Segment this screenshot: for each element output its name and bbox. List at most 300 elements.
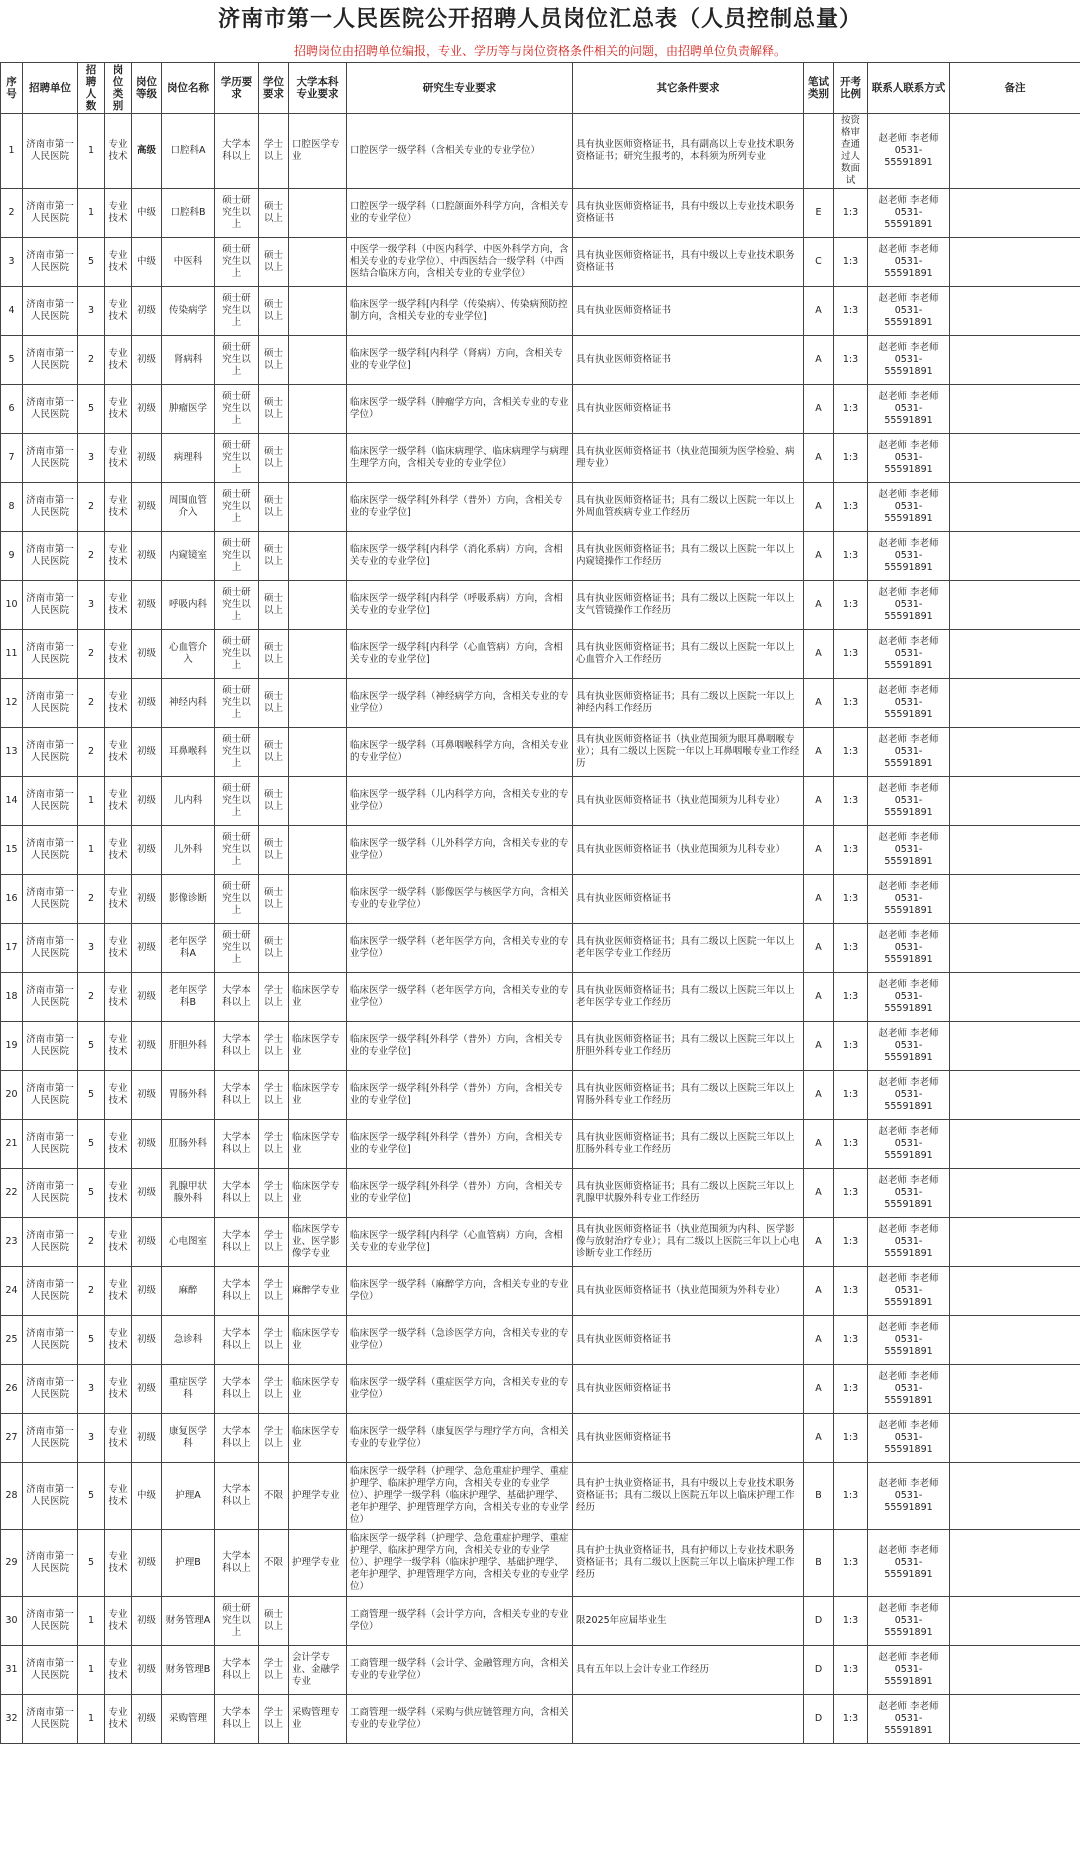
- cell-note: [950, 973, 1080, 1022]
- cell-unit: 济南市第一人民医院: [23, 434, 78, 483]
- cell-category: 专业技术: [105, 1267, 132, 1316]
- cell-num: 2: [78, 973, 105, 1022]
- cell-ratio: 1:3: [834, 532, 868, 581]
- table-row: [1, 777, 1080, 826]
- cell-no: 28: [1, 1463, 23, 1530]
- cell-contact: 赵老师 李老师 0531-55591891: [868, 1022, 950, 1071]
- cell-unit: 济南市第一人民医院: [23, 189, 78, 238]
- cell-post-name: 传染病学: [162, 287, 215, 336]
- cell-other-conditions: 具有执业医师资格证书；具有二级以上医院一年以上老年医学专业工作经历: [573, 924, 804, 973]
- cell-postgrad-major: 临床医学一级学科（肿瘤学方向，含相关专业的专业学位）: [347, 385, 573, 434]
- cell-unit: 济南市第一人民医院: [23, 875, 78, 924]
- cell-postgrad-major: 临床医学一级学科[内科学（呼吸系病）方向，含相关专业的专业学位]: [347, 581, 573, 630]
- col-header-exam-type: 笔试类别: [804, 63, 834, 114]
- cell-post-name: 乳腺甲状腺外科: [162, 1169, 215, 1218]
- cell-contact: 赵老师 李老师 0531-55591891: [868, 1218, 950, 1267]
- cell-undergrad-major: [289, 679, 347, 728]
- table-row: [1, 434, 1080, 483]
- cell-level: 初级: [132, 1169, 162, 1218]
- table-row: [1, 336, 1080, 385]
- cell-degree: 硕士以上: [259, 287, 289, 336]
- cell-num: 2: [78, 483, 105, 532]
- cell-level: 初级: [132, 728, 162, 777]
- cell-post-name: 急诊科: [162, 1316, 215, 1365]
- cell-no: 11: [1, 630, 23, 679]
- cell-no: 3: [1, 238, 23, 287]
- cell-unit: 济南市第一人民医院: [23, 287, 78, 336]
- cell-note: [950, 679, 1080, 728]
- cell-undergrad-major: 临床医学专业: [289, 1365, 347, 1414]
- cell-exam-type: A: [804, 483, 834, 532]
- cell-post-name: 肿瘤医学: [162, 385, 215, 434]
- cell-other-conditions: 具有执业医师资格证书（执业范围须为儿科专业）: [573, 826, 804, 875]
- cell-other-conditions: 具有执业医师资格证书；具有二级以上医院一年以上外周血管疾病专业工作经历: [573, 483, 804, 532]
- cell-contact: 赵老师 李老师 0531-55591891: [868, 189, 950, 238]
- cell-unit: 济南市第一人民医院: [23, 1169, 78, 1218]
- cell-post-name: 护理B: [162, 1530, 215, 1597]
- cell-post-name: 重症医学科: [162, 1365, 215, 1414]
- cell-note: [950, 924, 1080, 973]
- cell-ratio: 1:3: [834, 1597, 868, 1646]
- cell-other-conditions: 具有执业医师资格证书: [573, 1365, 804, 1414]
- cell-postgrad-major: 临床医学一级学科（急诊医学方向，含相关专业的专业学位）: [347, 1316, 573, 1365]
- table-row: [1, 1463, 1080, 1530]
- cell-ratio: 1:3: [834, 336, 868, 385]
- cell-undergrad-major: 临床医学专业: [289, 1071, 347, 1120]
- cell-unit: 济南市第一人民医院: [23, 924, 78, 973]
- cell-post-name: 儿内科: [162, 777, 215, 826]
- cell-contact: 赵老师 李老师 0531-55591891: [868, 1267, 950, 1316]
- cell-category: 专业技术: [105, 532, 132, 581]
- cell-category: 专业技术: [105, 1646, 132, 1695]
- cell-undergrad-major: [289, 532, 347, 581]
- cell-unit: 济南市第一人民医院: [23, 1646, 78, 1695]
- cell-no: 31: [1, 1646, 23, 1695]
- cell-education: 硕士研究生以上: [215, 875, 259, 924]
- cell-postgrad-major: 临床医学一级学科（临床病理学、临床病理学与病理生理学方向，含相关专业的专业学位）: [347, 434, 573, 483]
- cell-category: 专业技术: [105, 581, 132, 630]
- cell-contact: 赵老师 李老师 0531-55591891: [868, 114, 950, 189]
- cell-postgrad-major: 工商管理一级学科（采购与供应链管理方向，含相关专业的专业学位）: [347, 1695, 573, 1744]
- cell-postgrad-major: 临床医学一级学科[外科学（普外）方向，含相关专业的专业学位]: [347, 1071, 573, 1120]
- cell-num: 2: [78, 679, 105, 728]
- cell-note: [950, 1218, 1080, 1267]
- cell-category: 专业技术: [105, 1022, 132, 1071]
- cell-no: 17: [1, 924, 23, 973]
- table-row: [1, 1365, 1080, 1414]
- cell-postgrad-major: 临床医学一级学科[外科学（普外）方向，含相关专业的专业学位]: [347, 1120, 573, 1169]
- cell-education: 硕士研究生以上: [215, 287, 259, 336]
- cell-unit: 济南市第一人民医院: [23, 630, 78, 679]
- cell-level: 初级: [132, 1646, 162, 1695]
- cell-no: 14: [1, 777, 23, 826]
- cell-undergrad-major: [289, 875, 347, 924]
- cell-exam-type: A: [804, 1022, 834, 1071]
- cell-no: 24: [1, 1267, 23, 1316]
- cell-other-conditions: 具有执业医师资格证书；具有二级以上医院三年以上肛肠外科专业工作经历: [573, 1120, 804, 1169]
- table-row: [1, 1530, 1080, 1597]
- cell-other-conditions: 具有执业医师资格证书: [573, 875, 804, 924]
- cell-degree: 硕士以上: [259, 826, 289, 875]
- cell-note: [950, 1365, 1080, 1414]
- cell-contact: 赵老师 李老师 0531-55591891: [868, 728, 950, 777]
- cell-post-name: 病理科: [162, 434, 215, 483]
- cell-num: 1: [78, 777, 105, 826]
- cell-level: 初级: [132, 1316, 162, 1365]
- cell-level: 高级: [132, 114, 162, 189]
- cell-exam-type: A: [804, 1071, 834, 1120]
- cell-level: 初级: [132, 581, 162, 630]
- cell-no: 5: [1, 336, 23, 385]
- cell-unit: 济南市第一人民医院: [23, 826, 78, 875]
- cell-note: [950, 1316, 1080, 1365]
- cell-ratio: 1:3: [834, 777, 868, 826]
- cell-degree: 不限: [259, 1463, 289, 1530]
- cell-level: 初级: [132, 875, 162, 924]
- cell-ratio: 1:3: [834, 826, 868, 875]
- cell-num: 2: [78, 630, 105, 679]
- cell-num: 1: [78, 189, 105, 238]
- cell-other-conditions: 具有执业医师资格证书；具有二级以上医院一年以上支气管镜操作工作经历: [573, 581, 804, 630]
- col-header-level: 岗位等级: [132, 63, 162, 114]
- col-header-unit: 招聘单位: [23, 63, 78, 114]
- cell-undergrad-major: 临床医学专业: [289, 1316, 347, 1365]
- table-row: [1, 1218, 1080, 1267]
- cell-other-conditions: 具有护士执业资格证书，具有护师以上专业技术职务资格证书；具有二级以上医院三年以上临床护理工作经历: [573, 1530, 804, 1597]
- cell-degree: 硕士以上: [259, 679, 289, 728]
- cell-note: [950, 532, 1080, 581]
- cell-postgrad-major: 临床医学一级学科（儿内科学方向，含相关专业的专业学位）: [347, 777, 573, 826]
- cell-degree: 硕士以上: [259, 532, 289, 581]
- cell-exam-type: A: [804, 875, 834, 924]
- table-row: [1, 1414, 1080, 1463]
- cell-ratio: 1:3: [834, 1646, 868, 1695]
- table-row: [1, 581, 1080, 630]
- cell-degree: 硕士以上: [259, 385, 289, 434]
- cell-level: 初级: [132, 483, 162, 532]
- cell-postgrad-major: 临床医学一级学科[外科学（普外）方向，含相关专业的专业学位]: [347, 1022, 573, 1071]
- cell-education: 大学本科以上: [215, 1267, 259, 1316]
- cell-unit: 济南市第一人民医院: [23, 581, 78, 630]
- cell-note: [950, 1597, 1080, 1646]
- table-row: [1, 1695, 1080, 1744]
- cell-postgrad-major: 临床医学一级学科（影像医学与核医学方向，含相关专业的专业学位）: [347, 875, 573, 924]
- col-header-note: 备注: [950, 63, 1080, 114]
- cell-num: 1: [78, 826, 105, 875]
- cell-num: 5: [78, 385, 105, 434]
- cell-degree: 学士以上: [259, 1414, 289, 1463]
- cell-level: 初级: [132, 1022, 162, 1071]
- cell-category: 专业技术: [105, 385, 132, 434]
- cell-post-name: 口腔科A: [162, 114, 215, 189]
- cell-education: 大学本科以上: [215, 1120, 259, 1169]
- cell-education: 硕士研究生以上: [215, 924, 259, 973]
- cell-category: 专业技术: [105, 973, 132, 1022]
- cell-category: 专业技术: [105, 1597, 132, 1646]
- cell-level: 中级: [132, 189, 162, 238]
- cell-education: 大学本科以上: [215, 1365, 259, 1414]
- cell-exam-type: A: [804, 532, 834, 581]
- cell-postgrad-major: 临床医学一级学科（护理学、急危重症护理学、重症护理学、临床护理学方向，含相关专业的专业学位）、护理学一级学科（临床护理学、基础护理学、老年护理学、护理管理学方向，含相关专业的专业学位）: [347, 1530, 573, 1597]
- cell-category: 专业技术: [105, 826, 132, 875]
- cell-num: 2: [78, 875, 105, 924]
- cell-level: 初级: [132, 532, 162, 581]
- cell-degree: 学士以上: [259, 1169, 289, 1218]
- cell-exam-type: A: [804, 1218, 834, 1267]
- cell-num: 3: [78, 434, 105, 483]
- cell-ratio: 1:3: [834, 1414, 868, 1463]
- cell-note: [950, 1169, 1080, 1218]
- cell-contact: 赵老师 李老师 0531-55591891: [868, 924, 950, 973]
- cell-exam-type: A: [804, 679, 834, 728]
- cell-ratio: 1:3: [834, 924, 868, 973]
- cell-ratio: 1:3: [834, 1530, 868, 1597]
- cell-post-name: 肝胆外科: [162, 1022, 215, 1071]
- table-row: [1, 1169, 1080, 1218]
- cell-other-conditions: 具有五年以上会计专业工作经历: [573, 1646, 804, 1695]
- cell-degree: 学士以上: [259, 1218, 289, 1267]
- cell-num: 3: [78, 1414, 105, 1463]
- table-row: [1, 826, 1080, 875]
- cell-level: 初级: [132, 434, 162, 483]
- cell-other-conditions: 具有执业医师资格证书: [573, 1414, 804, 1463]
- cell-undergrad-major: 临床医学专业: [289, 1022, 347, 1071]
- cell-note: [950, 434, 1080, 483]
- cell-contact: 赵老师 李老师 0531-55591891: [868, 287, 950, 336]
- cell-ratio: 1:3: [834, 1218, 868, 1267]
- cell-num: 5: [78, 1463, 105, 1530]
- cell-degree: 硕士以上: [259, 728, 289, 777]
- cell-no: 29: [1, 1530, 23, 1597]
- cell-ratio: 1:3: [834, 1695, 868, 1744]
- cell-level: 初级: [132, 1120, 162, 1169]
- table-row: [1, 483, 1080, 532]
- cell-level: 初级: [132, 1414, 162, 1463]
- page-subtitle: 招聘岗位由招聘单位编报，专业、学历等与岗位资格条件相关的问题，由招聘单位负责解释。: [293, 44, 786, 58]
- col-header-postgrad-major: 研究生专业要求: [347, 63, 573, 114]
- cell-num: 2: [78, 1267, 105, 1316]
- cell-undergrad-major: 护理学专业: [289, 1463, 347, 1530]
- cell-unit: 济南市第一人民医院: [23, 1597, 78, 1646]
- cell-post-name: 神经内科: [162, 679, 215, 728]
- cell-note: [950, 287, 1080, 336]
- cell-unit: 济南市第一人民医院: [23, 385, 78, 434]
- cell-degree: 学士以上: [259, 1267, 289, 1316]
- cell-post-name: 儿外科: [162, 826, 215, 875]
- cell-level: 初级: [132, 1597, 162, 1646]
- cell-postgrad-major: 临床医学一级学科（麻醉学方向，含相关专业的专业学位）: [347, 1267, 573, 1316]
- cell-level: 初级: [132, 1530, 162, 1597]
- cell-contact: 赵老师 李老师 0531-55591891: [868, 1646, 950, 1695]
- cell-education: 硕士研究生以上: [215, 336, 259, 385]
- cell-no: 1: [1, 114, 23, 189]
- cell-post-name: 呼吸内科: [162, 581, 215, 630]
- cell-level: 初级: [132, 1218, 162, 1267]
- cell-exam-type: A: [804, 1414, 834, 1463]
- cell-no: 8: [1, 483, 23, 532]
- cell-degree: 硕士以上: [259, 434, 289, 483]
- cell-unit: 济南市第一人民医院: [23, 728, 78, 777]
- cell-no: 6: [1, 385, 23, 434]
- cell-num: 2: [78, 532, 105, 581]
- cell-post-name: 财务管理B: [162, 1646, 215, 1695]
- cell-exam-type: A: [804, 1316, 834, 1365]
- cell-post-name: 财务管理A: [162, 1597, 215, 1646]
- table-row: [1, 728, 1080, 777]
- cell-undergrad-major: 采购管理专业: [289, 1695, 347, 1744]
- cell-post-name: 耳鼻喉科: [162, 728, 215, 777]
- cell-num: 5: [78, 1169, 105, 1218]
- cell-no: 4: [1, 287, 23, 336]
- cell-education: 硕士研究生以上: [215, 777, 259, 826]
- cell-note: [950, 1695, 1080, 1744]
- cell-exam-type: A: [804, 777, 834, 826]
- cell-unit: 济南市第一人民医院: [23, 777, 78, 826]
- cell-degree: 硕士以上: [259, 1597, 289, 1646]
- cell-undergrad-major: [289, 777, 347, 826]
- cell-degree: 学士以上: [259, 1022, 289, 1071]
- cell-ratio: 1:3: [834, 1169, 868, 1218]
- cell-postgrad-major: 临床医学一级学科[内科学（消化系病）方向，含相关专业的专业学位]: [347, 532, 573, 581]
- table-row: [1, 1316, 1080, 1365]
- cell-undergrad-major: 麻醉学专业: [289, 1267, 347, 1316]
- cell-postgrad-major: 口腔医学一级学科（含相关专业的专业学位）: [347, 114, 573, 189]
- cell-degree: 硕士以上: [259, 483, 289, 532]
- cell-exam-type: A: [804, 924, 834, 973]
- table-row: [1, 679, 1080, 728]
- cell-unit: 济南市第一人民医院: [23, 114, 78, 189]
- cell-education: 大学本科以上: [215, 1646, 259, 1695]
- cell-category: 专业技术: [105, 483, 132, 532]
- cell-no: 27: [1, 1414, 23, 1463]
- table-row: [1, 1120, 1080, 1169]
- cell-contact: 赵老师 李老师 0531-55591891: [868, 581, 950, 630]
- cell-exam-type: A: [804, 385, 834, 434]
- cell-contact: 赵老师 李老师 0531-55591891: [868, 532, 950, 581]
- cell-category: 专业技术: [105, 1071, 132, 1120]
- cell-note: [950, 1414, 1080, 1463]
- cell-num: 3: [78, 1365, 105, 1414]
- cell-degree: 硕士以上: [259, 875, 289, 924]
- cell-education: 硕士研究生以上: [215, 189, 259, 238]
- table-row: [1, 1022, 1080, 1071]
- cell-degree: 硕士以上: [259, 189, 289, 238]
- cell-note: [950, 728, 1080, 777]
- cell-no: 7: [1, 434, 23, 483]
- cell-postgrad-major: 临床医学一级学科（儿外科学方向，含相关专业的专业学位）: [347, 826, 573, 875]
- cell-level: 中级: [132, 238, 162, 287]
- cell-ratio: 1:3: [834, 1267, 868, 1316]
- cell-unit: 济南市第一人民医院: [23, 336, 78, 385]
- cell-postgrad-major: 临床医学一级学科（护理学、急危重症护理学、重症护理学、临床护理学方向，含相关专业的专业学位）、护理学一级学科（临床护理学、基础护理学、老年护理学、护理管理学方向，含相关专业的专业学位）: [347, 1463, 573, 1530]
- cell-unit: 济南市第一人民医院: [23, 1463, 78, 1530]
- cell-postgrad-major: 临床医学一级学科[内科学（传染病）、传染病预防控制方向，含相关专业的专业学位]: [347, 287, 573, 336]
- cell-other-conditions: 具有执业医师资格证书；具有二级以上医院一年以上内窥镜操作工作经历: [573, 532, 804, 581]
- cell-contact: 赵老师 李老师 0531-55591891: [868, 1695, 950, 1744]
- cell-other-conditions: 具有执业医师资格证书，具有中级以上专业技术职务资格证书: [573, 189, 804, 238]
- cell-contact: 赵老师 李老师 0531-55591891: [868, 1414, 950, 1463]
- cell-exam-type: D: [804, 1695, 834, 1744]
- cell-category: 专业技术: [105, 1695, 132, 1744]
- cell-exam-type: D: [804, 1597, 834, 1646]
- cell-level: 初级: [132, 1071, 162, 1120]
- cell-level: 初级: [132, 826, 162, 875]
- cell-unit: 济南市第一人民医院: [23, 1267, 78, 1316]
- cell-undergrad-major: 会计学专业、金融学专业: [289, 1646, 347, 1695]
- cell-other-conditions: 具有执业医师资格证书: [573, 385, 804, 434]
- cell-exam-type: A: [804, 1267, 834, 1316]
- cell-contact: 赵老师 李老师 0531-55591891: [868, 1530, 950, 1597]
- cell-category: 专业技术: [105, 1120, 132, 1169]
- col-header-contact: 联系人联系方式: [868, 63, 950, 114]
- cell-postgrad-major: 临床医学一级学科（神经病学方向，含相关专业的专业学位）: [347, 679, 573, 728]
- cell-unit: 济南市第一人民医院: [23, 532, 78, 581]
- col-header-num: 招聘人数: [78, 63, 105, 114]
- cell-category: 专业技术: [105, 1463, 132, 1530]
- cell-exam-type: [804, 114, 834, 189]
- cell-unit: 济南市第一人民医院: [23, 1414, 78, 1463]
- cell-note: [950, 1463, 1080, 1530]
- cell-post-name: 护理A: [162, 1463, 215, 1530]
- cell-ratio: 1:3: [834, 679, 868, 728]
- cell-postgrad-major: 口腔医学一级学科（口腔颌面外科学方向，含相关专业的专业学位）: [347, 189, 573, 238]
- cell-contact: 赵老师 李老师 0531-55591891: [868, 973, 950, 1022]
- cell-ratio: 1:3: [834, 581, 868, 630]
- cell-num: 5: [78, 1071, 105, 1120]
- table-row: [1, 532, 1080, 581]
- cell-post-name: 口腔科B: [162, 189, 215, 238]
- table-row: [1, 875, 1080, 924]
- cell-level: 初级: [132, 777, 162, 826]
- cell-education: 硕士研究生以上: [215, 434, 259, 483]
- cell-no: 21: [1, 1120, 23, 1169]
- cell-exam-type: A: [804, 973, 834, 1022]
- cell-undergrad-major: 临床医学专业: [289, 973, 347, 1022]
- cell-postgrad-major: 临床医学一级学科（老年医学方向，含相关专业的专业学位）: [347, 924, 573, 973]
- cell-category: 专业技术: [105, 1530, 132, 1597]
- cell-postgrad-major: 临床医学一级学科[内科学（心血管病）方向，含相关专业的专业学位]: [347, 1218, 573, 1267]
- cell-exam-type: A: [804, 1365, 834, 1414]
- cell-other-conditions: 具有护士执业资格证书，具有中级以上专业技术职务资格证书；具有二级以上医院五年以上临床护理工作经历: [573, 1463, 804, 1530]
- cell-postgrad-major: 临床医学一级学科（康复医学与理疗学方向，含相关专业的专业学位）: [347, 1414, 573, 1463]
- cell-note: [950, 1071, 1080, 1120]
- cell-contact: 赵老师 李老师 0531-55591891: [868, 385, 950, 434]
- cell-degree: 学士以上: [259, 973, 289, 1022]
- cell-degree: 不限: [259, 1530, 289, 1597]
- cell-category: 专业技术: [105, 287, 132, 336]
- cell-num: 1: [78, 1597, 105, 1646]
- cell-other-conditions: 具有执业医师资格证书（执业范围须为外科专业）: [573, 1267, 804, 1316]
- table-body: [1, 114, 1080, 1744]
- cell-degree: 硕士以上: [259, 336, 289, 385]
- cell-postgrad-major: 临床医学一级学科（老年医学方向，含相关专业的专业学位）: [347, 973, 573, 1022]
- cell-education: 大学本科以上: [215, 1695, 259, 1744]
- cell-education: 大学本科以上: [215, 1463, 259, 1530]
- cell-degree: 学士以上: [259, 1071, 289, 1120]
- table-row: [1, 287, 1080, 336]
- cell-exam-type: A: [804, 826, 834, 875]
- cell-level: 初级: [132, 1695, 162, 1744]
- cell-category: 专业技术: [105, 1169, 132, 1218]
- cell-undergrad-major: [289, 826, 347, 875]
- cell-degree: 硕士以上: [259, 238, 289, 287]
- cell-exam-type: A: [804, 728, 834, 777]
- col-header-post-name: 岗位名称: [162, 63, 215, 114]
- cell-degree: 硕士以上: [259, 777, 289, 826]
- cell-education: 大学本科以上: [215, 1218, 259, 1267]
- cell-category: 专业技术: [105, 336, 132, 385]
- cell-other-conditions: 具有执业医师资格证书，具有副高以上专业技术职务资格证书；研究生报考的，本科须为所列专业: [573, 114, 804, 189]
